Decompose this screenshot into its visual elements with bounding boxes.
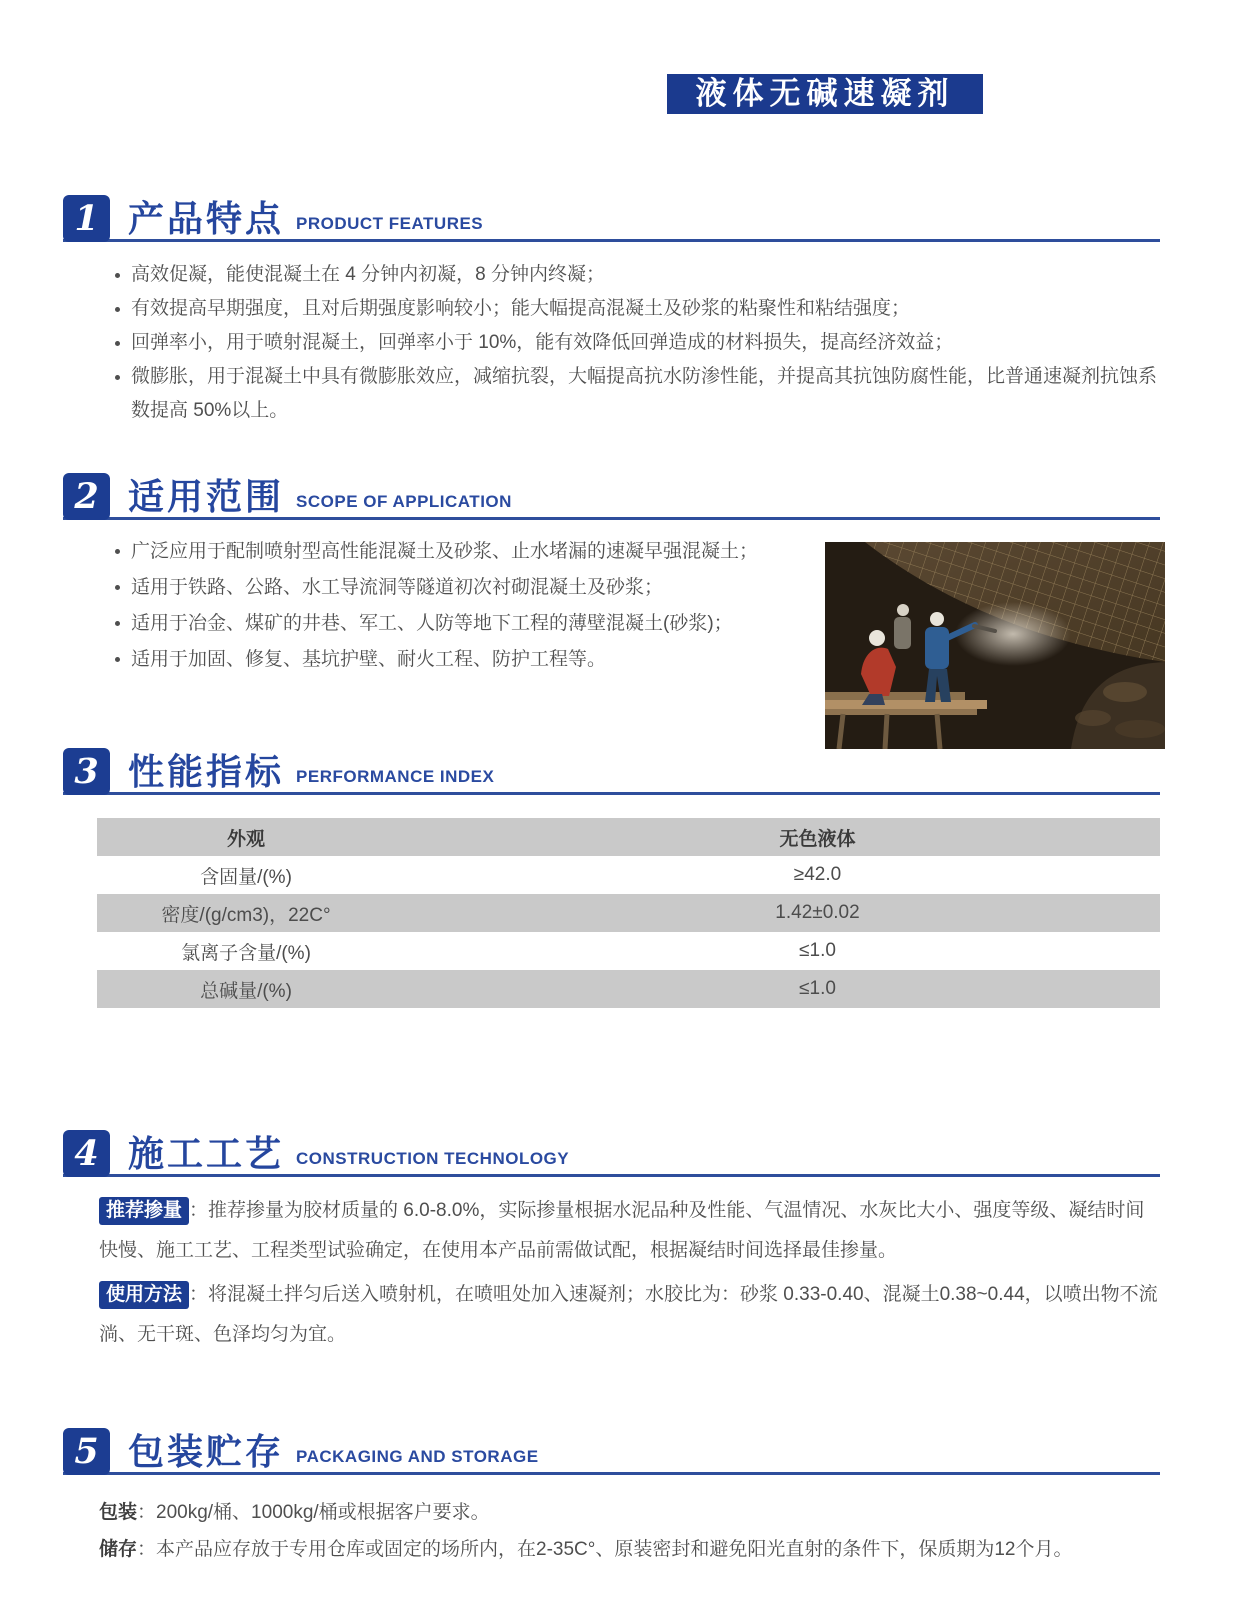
bullet-dot-icon xyxy=(115,585,120,590)
section-number-badge: 5 xyxy=(63,1428,110,1475)
section-header xyxy=(63,748,1160,795)
bullet-dot-icon xyxy=(115,341,120,346)
page-title: 液体无碱速凝剂 xyxy=(667,74,983,114)
section-header xyxy=(63,1130,1160,1177)
feature-list-item xyxy=(115,326,1160,360)
feature-text: 高效促凝，能使混凝土在 4 分钟内初凝，8 分钟内终凝； xyxy=(131,264,605,285)
section-performance-index xyxy=(63,748,1160,1008)
application-text: 适用于铁路、公路、水工导流洞等隧道初次衬砌混凝土及砂浆； xyxy=(131,577,664,598)
usage-paragraph xyxy=(99,1275,1159,1355)
application-list-item xyxy=(115,642,825,678)
bullet-dot-icon xyxy=(115,273,120,278)
section-title-zh: 适用范围 xyxy=(128,476,285,517)
application-text: 适用于加固、修复、基坑护壁、耐火工程、防护工程等。 xyxy=(131,649,607,670)
table-header-property: 外观 xyxy=(226,828,265,850)
table-header-row xyxy=(97,818,1160,856)
bullet-dot-icon xyxy=(115,307,120,312)
section-title-zh: 施工工艺 xyxy=(128,1133,285,1174)
table-cell-value: ≥42.0 xyxy=(793,864,842,885)
feature-list-item xyxy=(115,258,1160,292)
application-text: 适用于冶金、煤矿的井巷、军工、人防等地下工程的薄壁混凝土(砂浆)； xyxy=(131,613,733,634)
section-construction-technology xyxy=(63,1130,1160,1355)
bullet-dot-icon xyxy=(115,657,120,662)
section-title-en: SCOPE OF APPLICATION xyxy=(296,492,512,511)
dosage-text: ：推荐掺量为胶材质量的 6.0-8.0%，实际掺量根据水泥品种及性能、气温情况、水灰比大小、强度等级、凝结时间快慢、施工工艺、工程类型试验确定，在使用本产品前需做试配，根据凝结时间选择最佳掺量。 xyxy=(99,1200,1145,1261)
section-header xyxy=(63,1428,1160,1475)
tunnel-construction-photo xyxy=(825,542,1165,749)
section-title-zh: 性能指标 xyxy=(128,751,285,792)
performance-table xyxy=(97,818,1160,1008)
section-number-badge: 3 xyxy=(63,748,110,795)
feature-list xyxy=(63,258,1160,428)
table-cell-property: 总碱量/(%) xyxy=(200,980,292,1002)
bullet-dot-icon xyxy=(115,549,120,554)
dosage-paragraph xyxy=(99,1191,1159,1271)
section-title-en: CONSTRUCTION TECHNOLOGY xyxy=(296,1149,570,1168)
table-cell-value: ≤1.0 xyxy=(799,940,836,961)
table-cell-value: ≤1.0 xyxy=(799,978,836,999)
feature-text: 回弹率小，用于喷射混凝土，回弹率小于 10%，能有效降低回弹造成的材料损失，提高经济效益； xyxy=(131,332,954,353)
packaging-line xyxy=(99,1494,1160,1531)
section-number-badge: 1 xyxy=(63,195,110,242)
usage-text: ：将混凝土拌匀后送入喷射机，在喷咀处加入速凝剂；水胶比为：砂浆 0.33-0.40、混凝土0.38~0.44，以喷出物不流淌、无干斑、色泽均匀为宜。 xyxy=(99,1284,1158,1345)
section-title-zh: 产品特点 xyxy=(128,198,285,239)
table-row xyxy=(97,894,1160,932)
packaging-text: ：200kg/桶、1000kg/桶或根据客户要求。 xyxy=(137,1502,490,1523)
feature-text: 有效提高早期强度，且对后期强度影响较小；能大幅提高混凝土及砂浆的粘聚性和粘结强度； xyxy=(131,298,911,319)
application-text: 广泛应用于配制喷射型高性能混凝土及砂浆、止水堵漏的速凝早强混凝土； xyxy=(131,541,759,562)
application-list-item xyxy=(115,534,825,570)
application-list-item xyxy=(115,606,825,642)
bullet-dot-icon xyxy=(115,375,120,380)
application-list-item xyxy=(115,570,825,606)
application-list xyxy=(63,534,825,749)
section-product-features xyxy=(63,195,1160,428)
table-row xyxy=(97,932,1160,970)
dosage-badge: 推荐掺量 xyxy=(99,1197,189,1225)
table-header-value: 无色液体 xyxy=(779,828,856,850)
scope-content xyxy=(63,520,1160,749)
section-number-badge: 2 xyxy=(63,473,110,520)
section-scope-of-application xyxy=(63,473,1160,749)
storage-text: ：本产品应存放于专用仓库或固定的场所内，在2-35C°、原装密封和避免阳光直射的条件下，保质期为12个月。 xyxy=(137,1539,1073,1560)
section-title-en: PRODUCT FEATURES xyxy=(296,214,484,233)
table-row xyxy=(97,970,1160,1008)
feature-list-item xyxy=(115,360,1160,428)
table-cell-property: 含固量/(%) xyxy=(200,866,292,888)
packaging-storage-lines xyxy=(63,1494,1160,1568)
feature-text: 微膨胀，用于混凝土中具有微膨胀效应，减缩抗裂，大幅提高抗水防渗性能，并提高其抗蚀防腐性能，比普通速凝剂抗蚀系数提高 50%以上。 xyxy=(131,366,1158,421)
packaging-label: 包装 xyxy=(99,1502,138,1523)
usage-badge: 使用方法 xyxy=(99,1281,189,1309)
storage-line xyxy=(99,1531,1160,1568)
table-body xyxy=(97,856,1160,1008)
section-header xyxy=(63,473,1160,520)
section-title-en: PERFORMANCE INDEX xyxy=(296,767,495,786)
section-header xyxy=(63,195,1160,242)
bullet-dot-icon xyxy=(115,621,120,626)
storage-label: 储存 xyxy=(99,1539,138,1560)
table-row xyxy=(97,856,1160,894)
section-packaging-storage xyxy=(63,1428,1160,1568)
section-number-badge: 4 xyxy=(63,1130,110,1177)
table-cell-property: 密度/(g/cm3)，22C° xyxy=(161,904,331,926)
section-title-zh: 包装贮存 xyxy=(128,1431,285,1472)
table-cell-property: 氯离子含量/(%) xyxy=(181,942,311,964)
table-cell-value: 1.42±0.02 xyxy=(775,902,860,923)
feature-list-item xyxy=(115,292,1160,326)
section-title-en: PACKAGING AND STORAGE xyxy=(296,1447,539,1466)
